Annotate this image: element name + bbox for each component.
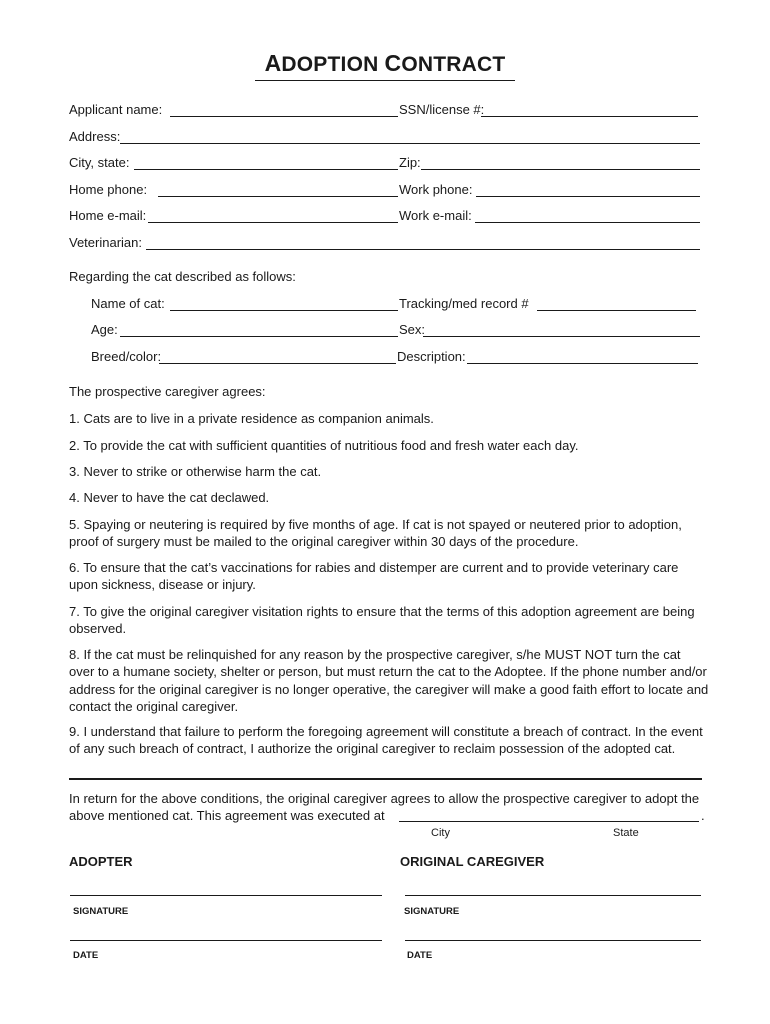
home-email-label: Home e-mail: bbox=[69, 208, 147, 223]
agreement-intro: The prospective caregiver agrees: bbox=[69, 384, 266, 399]
breed-label: Breed/color: bbox=[91, 349, 162, 364]
applicant-name-field[interactable] bbox=[170, 116, 398, 117]
age-field[interactable] bbox=[120, 336, 398, 337]
caregiver-signature-label: SIGNATURE bbox=[404, 906, 460, 917]
description-field[interactable] bbox=[467, 363, 698, 364]
agreement-item: 4. Never to have the cat declawed. bbox=[69, 490, 270, 505]
work-email-field[interactable] bbox=[475, 222, 700, 223]
adopter-signature-field[interactable] bbox=[70, 895, 382, 896]
caregiver-heading: ORIGINAL CAREGIVER bbox=[400, 854, 545, 869]
agreement-item: 1. Cats are to live in a private residence as companion animals. bbox=[69, 411, 434, 426]
description-label: Description: bbox=[397, 349, 466, 364]
age-label: Age: bbox=[91, 322, 118, 337]
agreement-item: 7. To give the original caregiver visitation rights to ensure that the terms of this adoption agreement are being observed. bbox=[69, 604, 695, 637]
execution-line-2: above mentioned cat. This agreement was executed at bbox=[69, 808, 385, 823]
work-phone-label: Work phone: bbox=[399, 182, 473, 197]
adopter-date-label: DATE bbox=[73, 950, 99, 961]
caregiver-date-label: DATE bbox=[407, 950, 433, 961]
address-label: Address: bbox=[69, 129, 121, 144]
agreement-item: 3. Never to strike or otherwise harm the cat. bbox=[69, 464, 322, 479]
agreement-item: 2. To provide the cat with sufficient quantities of nutritious food and fresh water each day. bbox=[69, 438, 579, 453]
execution-location-field[interactable] bbox=[399, 821, 699, 822]
agreement-item: 6. To ensure that the cat’s vaccinations for rabies and distemper are current and to provide veterinary care upon sickness, disease or injury. bbox=[69, 560, 679, 593]
home-email-field[interactable] bbox=[148, 222, 398, 223]
execution-line-1: In return for the above conditions, the original caregiver agrees to allow the prospective caregiver to adopt the bbox=[69, 791, 700, 806]
adopter-heading: ADOPTER bbox=[69, 854, 133, 869]
adopter-signature-label: SIGNATURE bbox=[73, 906, 129, 917]
adopter-date-field[interactable] bbox=[70, 940, 382, 941]
work-phone-field[interactable] bbox=[476, 196, 700, 197]
agreement-item: 8. If the cat must be relinquished for any reason by the prospective caregiver, s/he MUST NOT turn the cat over to a humane society, shelter or person, but must return the cat to the Adoptee. If the phone number and/or address for the original caregiver is no longer operative, the caregiver will make a good faith effort to locate and contact the original caregiver. bbox=[69, 647, 709, 714]
city-state-label: City, state: bbox=[69, 155, 130, 170]
veterinarian-label: Veterinarian: bbox=[69, 235, 142, 250]
cat-name-field[interactable] bbox=[170, 310, 398, 311]
ssn-label: SSN/license #: bbox=[399, 102, 485, 117]
agreement-item: 5. Spaying or neutering is required by five months of age. If cat is not spayed or neutered prior to adoption, proof of surgery must be mailed to the original caregiver within 30 days of the procedure. bbox=[69, 517, 682, 550]
home-phone-field[interactable] bbox=[158, 196, 398, 197]
caregiver-date-field[interactable] bbox=[405, 940, 701, 941]
applicant-name-label: Applicant name: bbox=[69, 102, 163, 117]
section-divider bbox=[69, 778, 702, 780]
cat-name-label: Name of cat: bbox=[91, 296, 165, 311]
home-phone-label: Home phone: bbox=[69, 182, 148, 197]
agreement-item: 9. I understand that failure to perform the foregoing agreement will constitute a breach of contract. In the event of any such breach of contract, I authorize the original caregiver to reclaim possession of the adopted cat. bbox=[69, 724, 703, 757]
caregiver-signature-field[interactable] bbox=[405, 895, 701, 896]
sex-field[interactable] bbox=[423, 336, 700, 337]
execution-period: . bbox=[701, 808, 705, 823]
ssn-field[interactable] bbox=[481, 116, 698, 117]
breed-field[interactable] bbox=[159, 363, 396, 364]
page-title: ADOPTION CONTRACT bbox=[0, 50, 770, 81]
state-caption: State bbox=[613, 827, 639, 839]
city-caption: City bbox=[431, 827, 450, 839]
sex-label: Sex: bbox=[399, 322, 426, 337]
work-email-label: Work e-mail: bbox=[399, 208, 472, 223]
tracking-label: Tracking/med record # bbox=[399, 296, 529, 311]
tracking-field[interactable] bbox=[537, 310, 696, 311]
zip-label: Zip: bbox=[399, 155, 421, 170]
address-field[interactable] bbox=[120, 143, 700, 144]
veterinarian-field[interactable] bbox=[146, 249, 700, 250]
city-state-field[interactable] bbox=[134, 169, 398, 170]
zip-field[interactable] bbox=[421, 169, 700, 170]
cat-intro: Regarding the cat described as follows: bbox=[69, 269, 296, 284]
